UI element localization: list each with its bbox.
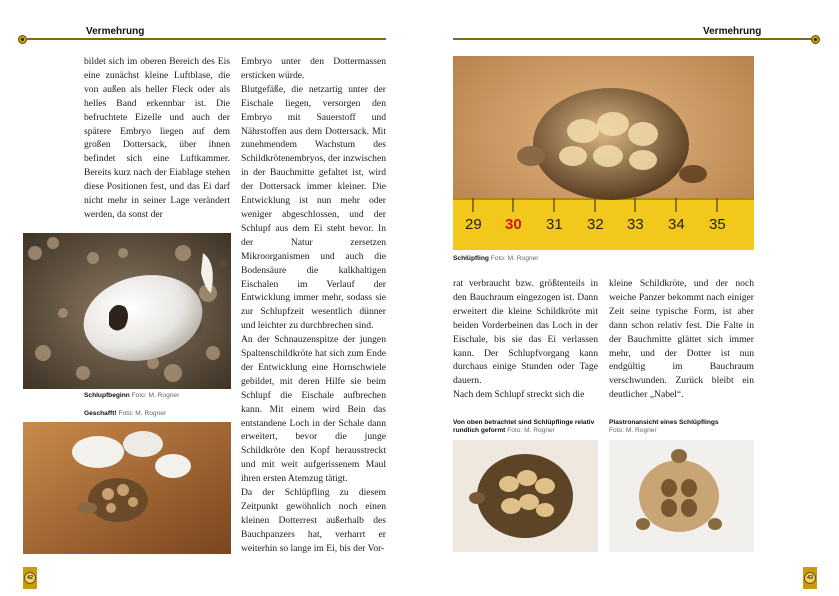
left-column2-p4: Da der Schlüpfling zu diesem Zeitpunkt gewöhnlich noch einen kleinen Dotterrest außerhalb des Bauchpanzers hat, verharrt er weiterhin so lange im Ei, bis der Vor- xyxy=(241,487,386,554)
page-number-right: 43 xyxy=(804,572,816,584)
photo-hatching-egg xyxy=(23,233,231,389)
right-column1-text: rat verbraucht bzw. größtenteils in den Bauchraum eingezogen ist. Dann erweitert die kleine Schildkröte mit beiden Vorderbeinen das Loch in der Eischale, bis sie das Ei verlassen kann. Der Schlupfvorgang kann durchaus einige Stunden oder Tage dauern. xyxy=(453,278,598,387)
caption-br-title: Plastronansicht eines Schlüpflings xyxy=(609,419,719,426)
left-page-header: Vermehrung xyxy=(86,26,145,37)
caption-plastron-view xyxy=(609,419,754,435)
caption-top-title: Schlüpfling xyxy=(453,255,489,262)
photo-hatchling-plastron xyxy=(609,440,754,552)
caption-done xyxy=(84,410,234,418)
photo-hatchling-top-view xyxy=(453,440,598,552)
right-column2-text: kleine Schildkröte, und der noch weiche Panzer bekommt nach einiger Zeit seine typische Form, ist aber dann schon relativ fest. Die Falte in der Bauchmitte glättet sich immer mehr, und der Dotter ist nun endgültig im Bauchraum verschwunden. Zurück bleibt ein deutlicher „Nabel“. xyxy=(609,278,754,401)
page-number-badge-right xyxy=(803,567,817,589)
caption-br-credit: Foto: M. Rogner xyxy=(609,427,657,434)
caption1-title: Schlupfbeginn xyxy=(84,392,130,399)
left-header-rule xyxy=(26,38,386,40)
left-text-column-1 xyxy=(84,55,230,222)
left-column2-p2: Blutgefäße, die netzartig unter der Eischale liegen, versorgen den Embryo mit Sauerstoff und Nährstoffen aus dem Dottersack. Mit zunehmendem Wachstum des Schildkrötenembryos, der inzwischen in der Bauchmitte gefaltet ist, wird der Dottersack immer kleiner. Die Entwicklung ist nun mehr oder weniger abgeschlossen, und der Schlupf aus dem Ei steht bevor. In der Natur zersetzen Mikroorganismen und auch die Bodensäure die kalkhaltigen Eischalen im Verlauf der Entwicklung immer mehr, sodass sie zur Schlupfzeit wesentlich dünner und leichter zu durchbrechen sind. xyxy=(241,83,386,332)
ruler-number-33: 33 xyxy=(627,216,644,233)
left-column1-text: bildet sich im oberen Bereich des Eis eine zunächst kleine Luftblase, die von außen als heller Fleck oder als helles Band erkennbar ist. Die befruchtete Eizelle und auch der spätere Embryo liegen auf dem großen Dottersack, über ihnen befindet sich eine Luftkammer. Bereits kurz nach der Eiablage stehen diese Positionen fest, und das Ei darf nicht mehr in seiner Lage verändert werden, da sonst der xyxy=(84,56,230,220)
ruler-number-30: 30 xyxy=(505,216,522,233)
caption-top-view xyxy=(453,419,601,435)
caption-hatchling xyxy=(453,255,653,263)
caption-top-credit: Foto: M. Rogner xyxy=(490,255,539,262)
caption-hatching-start xyxy=(84,392,234,400)
caption2-credit: Foto: M. Rogner xyxy=(118,410,167,417)
ruler-number-31: 31 xyxy=(546,216,563,233)
ruler-numbers xyxy=(453,216,754,236)
caption-bl-credit: Foto: M. Rogner xyxy=(507,427,555,434)
caption-bl-title: Von oben betrachtet sind Schlüpflinge relativ rundlich geformt xyxy=(453,419,595,434)
left-column2-p1: Embryo unter den Dottermassen ersticken würde. xyxy=(241,56,386,81)
header-bullet-right xyxy=(811,35,820,44)
page-number-left: 42 xyxy=(24,572,36,584)
ruler-number-29: 29 xyxy=(465,216,482,233)
right-header-rule xyxy=(453,38,813,40)
right-text-column-1 xyxy=(453,277,598,402)
ruler-number-32: 32 xyxy=(587,216,604,233)
right-page-header: Vermehrung xyxy=(703,26,762,37)
ruler-number-35: 35 xyxy=(709,216,726,233)
caption1-credit: Foto: M. Rogner xyxy=(131,392,180,399)
right-column1-p2: Nach dem Schlupf streckt sich die xyxy=(453,389,585,401)
caption2-title: Geschafft! xyxy=(84,410,117,417)
page-number-badge-left xyxy=(23,567,37,589)
left-text-column-2 xyxy=(241,55,386,556)
left-column2-p3: An der Schnauzenspitze der jungen Spaltenschildkröte hat sich zum Ende der Entwicklung eine Hornschwiele gebildet, mit deren Hilfe sie beim Schlupf die Eischale aufbrechen kann. Mit einem wird Bein das entstandene Loch in der Schale dann erweitert, bevor die junge Schildkröte den Kopf herausstreckt und mit weit aufgerissenem Maul ihren ersten Atemzug tätigt. xyxy=(241,334,386,485)
ruler-number-34: 34 xyxy=(668,216,685,233)
photo-hatched-turtle xyxy=(23,422,231,554)
right-text-column-2 xyxy=(609,277,754,402)
